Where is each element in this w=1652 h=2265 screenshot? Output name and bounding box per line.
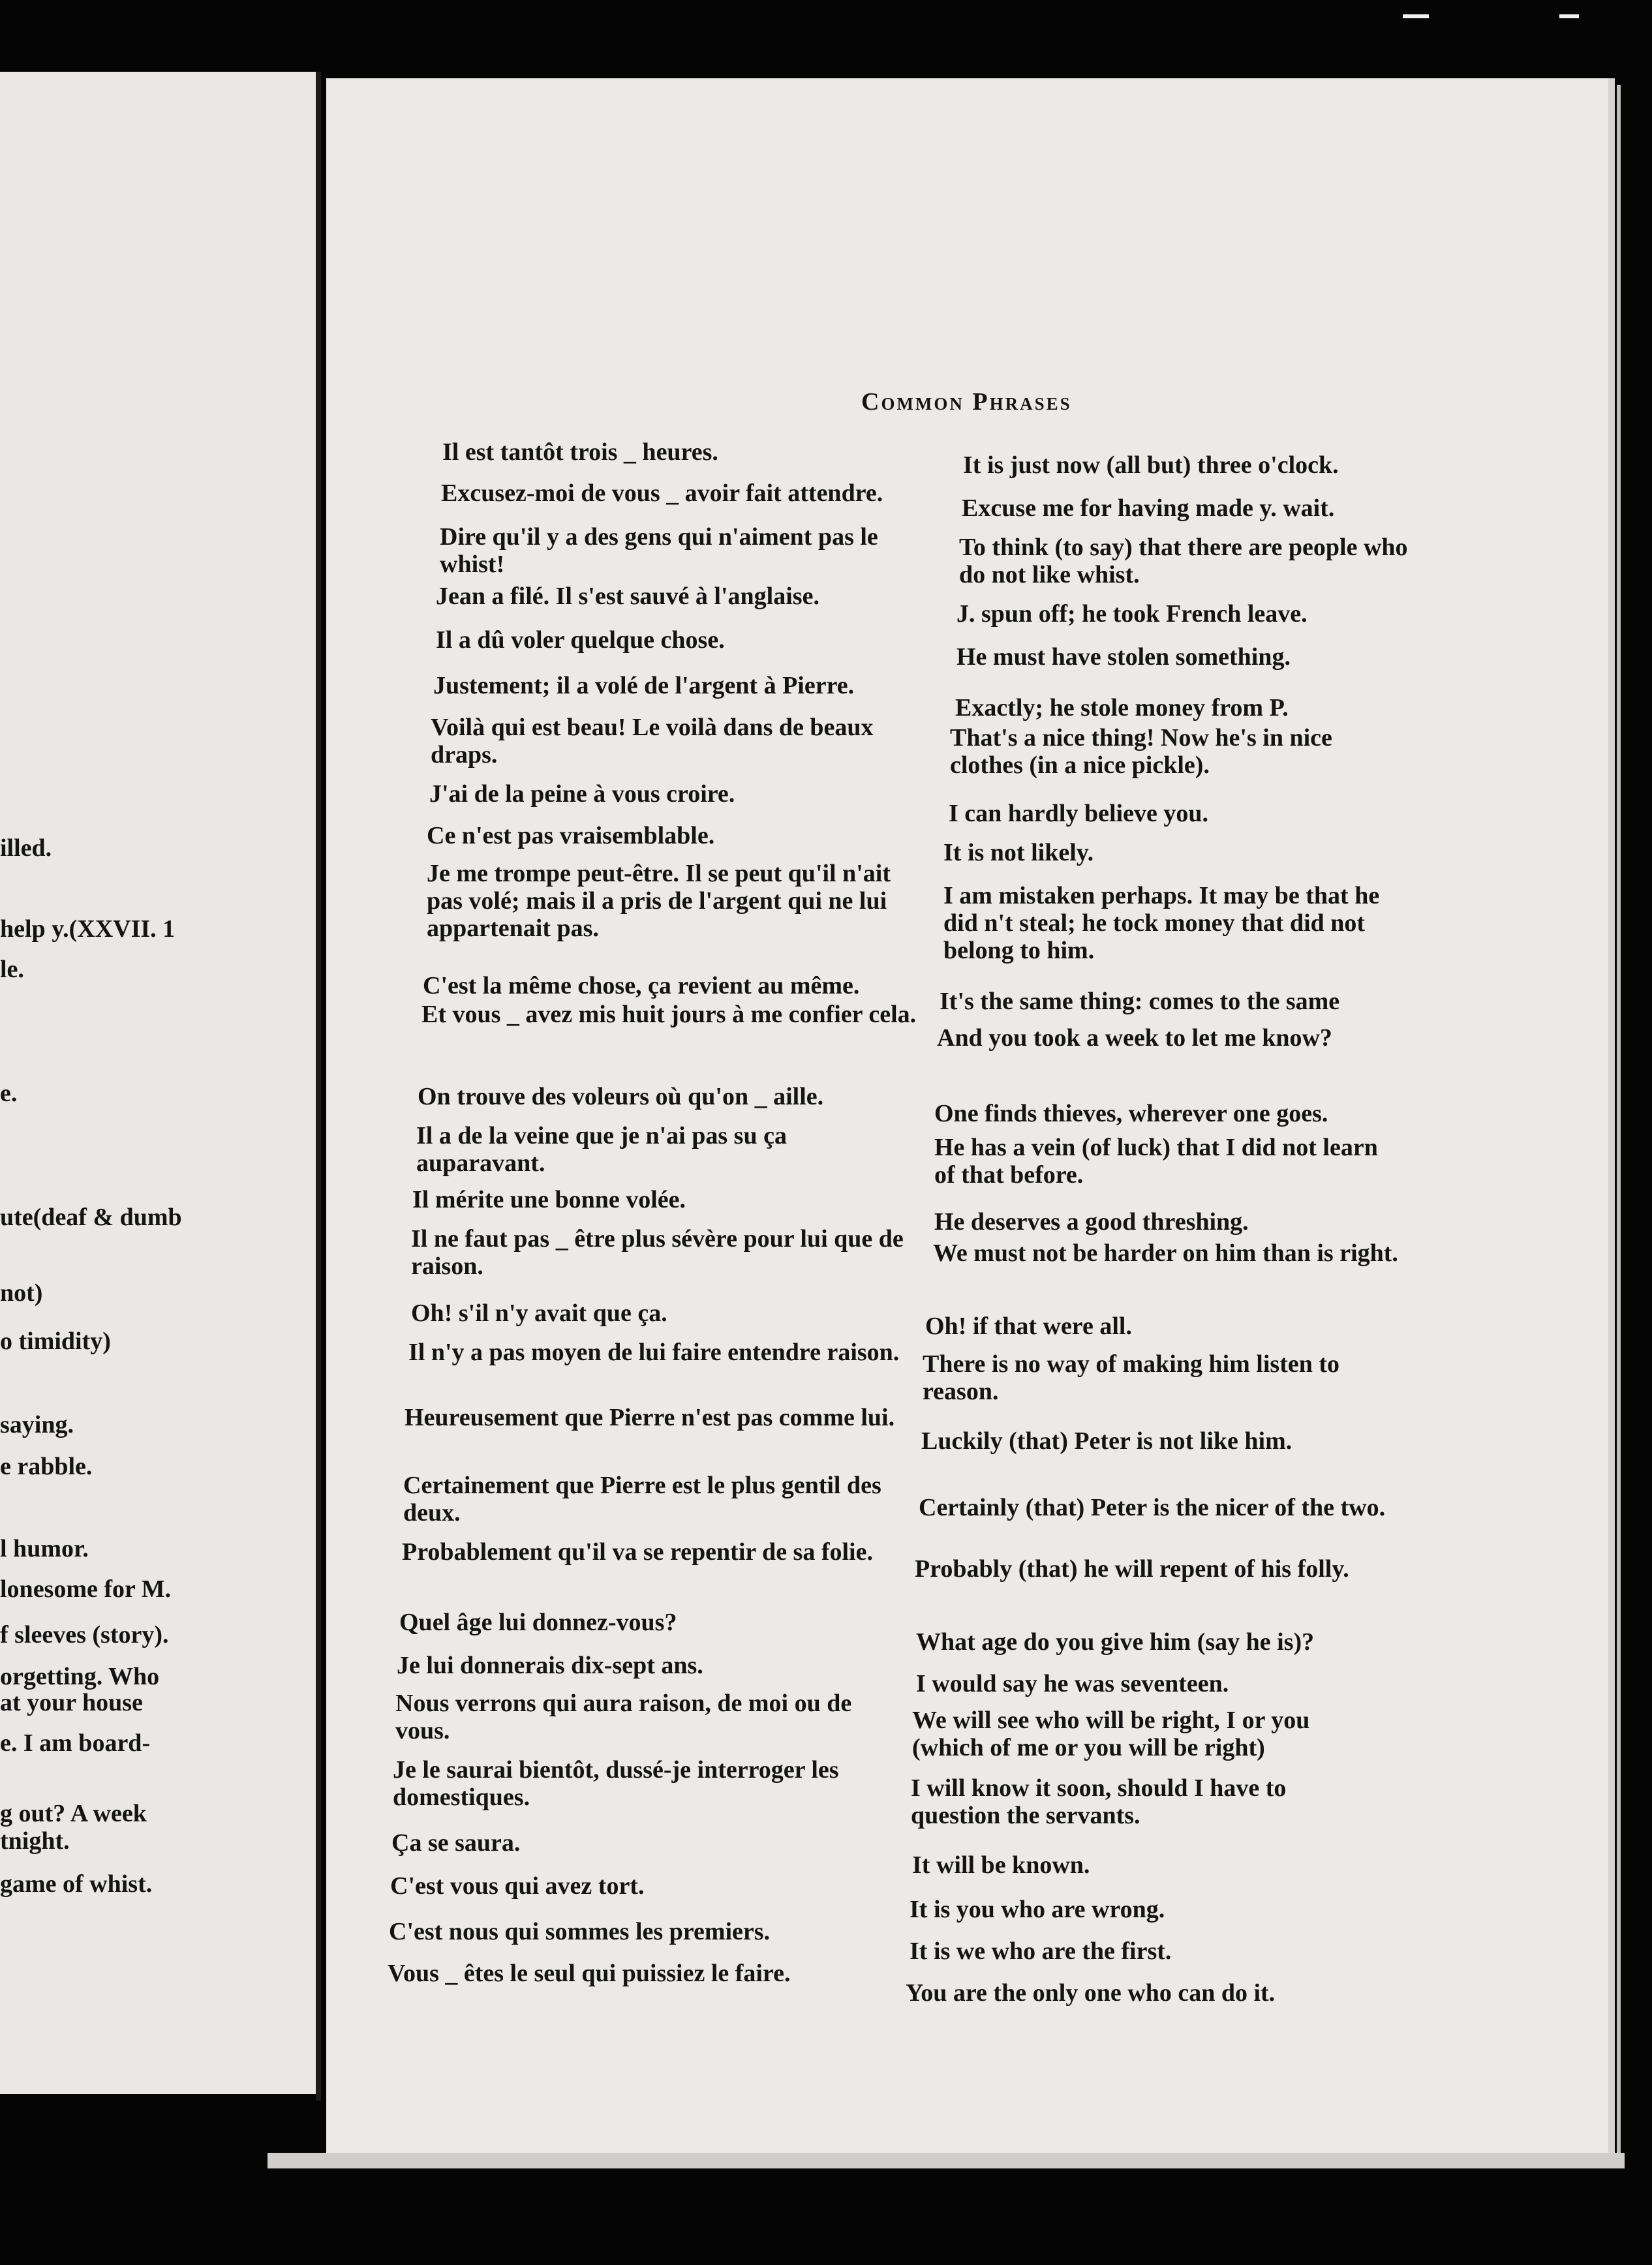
french-phrase: Je lui donnerais dix-sept ans. [397, 1652, 703, 1679]
english-translation: It's the same thing: comes to the same [940, 988, 1340, 1015]
english-translation: Oh! if that were all. [925, 1313, 1132, 1340]
english-translation: He must have stolen something. [956, 643, 1291, 671]
french-phrase: Certainement que Pierre est le plus gentil des deux. [403, 1472, 881, 1527]
french-phrase: Dire qu'il y a des gens qui n'aiment pas le whist! [440, 523, 878, 578]
french-phrase: Je me trompe peut-être. Il se peut qu'il n'ait pas volé; mais il a pris de l'argent qui ne lui appartenait pas. [427, 860, 891, 942]
left-page-line: saying. [0, 1411, 74, 1438]
page-gutter [316, 72, 321, 2101]
english-translation: Probably (that) he will repent of his folly. [915, 1555, 1349, 1583]
left-page-line: not) [0, 1279, 43, 1307]
english-translation: We must not be harder on him than is right. [933, 1239, 1398, 1267]
page-heading: Common Phrases [861, 388, 1072, 416]
page-edge-shadow [1617, 85, 1621, 2153]
english-translation: I will know it soon, should I have to question the servants. [911, 1774, 1287, 1829]
french-phrase: Je le saurai bientôt, dussé-je interroger les domestiques. [393, 1756, 839, 1811]
english-translation: It is just now (all but) three o'clock. [963, 451, 1339, 479]
left-page-line: game of whist. [0, 1870, 153, 1898]
english-translation: J. spun off; he took French leave. [956, 600, 1308, 628]
left-page-line: o timidity) [0, 1328, 111, 1355]
scan-mark [1559, 14, 1579, 18]
english-translation: He deserves a good threshing. [934, 1208, 1249, 1236]
french-phrase: Vous _ êtes le seul qui puissiez le faire. [388, 1960, 791, 1987]
french-phrase: Nous verrons qui aura raison, de moi ou de vous. [395, 1690, 852, 1744]
english-translation: It will be known. [912, 1851, 1090, 1879]
left-page-line: at your house [0, 1689, 143, 1716]
french-phrase: J'ai de la peine à vous croire. [429, 780, 735, 808]
english-translation: There is no way of making him listen to reason. [923, 1350, 1340, 1405]
left-page-line: g out? A week [0, 1800, 147, 1827]
french-phrase: C'est vous qui avez tort. [390, 1872, 645, 1900]
english-translation: That's a nice thing! Now he's in nice clothes (in a nice pickle). [950, 724, 1332, 779]
left-page-line: lonesome for M. [0, 1575, 172, 1603]
french-phrase: Il n'y a pas moyen de lui faire entendre raison. [408, 1339, 900, 1366]
english-translation: You are the only one who can do it. [906, 1979, 1276, 2007]
english-translation: It is we who are the first. [910, 1938, 1172, 1965]
french-phrase: Quel âge lui donnez-vous? [399, 1609, 677, 1636]
left-page [0, 72, 318, 2094]
left-page-line: help y.(XXVII. 1 [0, 915, 176, 943]
english-translation: Excuse me for having made y. wait. [962, 494, 1335, 522]
english-translation: It is you who are wrong. [910, 1896, 1165, 1923]
french-phrase: Excusez-moi de vous _ avoir fait attendre. [441, 479, 883, 507]
french-phrase: C'est la même chose, ça revient au même. [423, 972, 860, 999]
french-phrase: Ça se saura. [391, 1829, 521, 1857]
page-edge [1608, 78, 1615, 2153]
english-translation: He has a vein (of luck) that I did not learn of that before. [934, 1134, 1378, 1189]
left-page-line: le. [0, 956, 24, 983]
french-phrase: Jean a filé. Il s'est sauvé à l'anglaise. [436, 583, 819, 610]
english-translation: One finds thieves, wherever one goes. [934, 1100, 1328, 1127]
french-phrase: C'est nous qui sommes les premiers. [389, 1918, 771, 1945]
english-translation: I would say he was seventeen. [916, 1670, 1229, 1697]
left-page-line: e. I am board- [0, 1729, 151, 1757]
french-phrase: Il ne faut pas _ être plus sévère pour lui que de raison. [411, 1225, 904, 1280]
scan-mark [1403, 14, 1429, 18]
english-translation: Certainly (that) Peter is the nicer of the two. [919, 1494, 1386, 1521]
french-phrase: Il est tantôt trois _ heures. [442, 438, 718, 466]
english-translation: Exactly; he stole money from P. [955, 694, 1289, 722]
french-phrase: Il a dû voler quelque chose. [436, 626, 725, 654]
english-translation: Luckily (that) Peter is not like him. [921, 1427, 1293, 1455]
english-translation: We will see who will be right, I or you (which of me or you will be right) [912, 1707, 1310, 1761]
french-phrase: Ce n'est pas vraisemblable. [427, 822, 715, 849]
left-page-line: illed. [0, 834, 52, 862]
left-page-line: e. [0, 1080, 18, 1107]
bottom-page-edge [268, 2153, 1625, 2168]
english-translation: I am mistaken perhaps. It may be that he did n't steal; he tock money that did not belong to him. [943, 882, 1380, 964]
french-phrase: Justement; il a volé de l'argent à Pierre. [433, 672, 855, 699]
left-page-line: tnight. [0, 1827, 70, 1855]
french-phrase: Il a de la veine que je n'ai pas su ça auparavant. [416, 1122, 787, 1177]
left-page-line: e rabble. [0, 1453, 93, 1480]
english-translation: And you took a week to let me know? [937, 1024, 1332, 1052]
french-phrase: Il mérite une bonne volée. [412, 1186, 686, 1213]
french-phrase: Oh! s'il n'y avait que ça. [411, 1300, 667, 1327]
french-phrase: Et vous _ avez mis huit jours à me confier cela. [421, 1001, 917, 1028]
left-page-line: ute(deaf & dumb [0, 1204, 182, 1231]
left-page-line: f sleeves (story). [0, 1621, 169, 1649]
french-phrase: Voilà qui est beau! Le voilà dans de beaux draps. [431, 714, 874, 768]
left-page-line: l humor. [0, 1535, 89, 1562]
english-translation: To think (to say) that there are people who do not like whist. [959, 534, 1408, 588]
english-translation: It is not likely. [943, 839, 1094, 866]
english-translation: I can hardly believe you. [949, 800, 1208, 827]
french-phrase: Probablement qu'il va se repentir de sa folie. [402, 1538, 873, 1566]
french-phrase: Heureusement que Pierre n'est pas comme lui. [405, 1404, 895, 1431]
english-translation: What age do you give him (say he is)? [916, 1628, 1315, 1656]
french-phrase: On trouve des voleurs où qu'on _ aille. [418, 1083, 824, 1110]
left-page-line: orgetting. Who [0, 1663, 160, 1690]
